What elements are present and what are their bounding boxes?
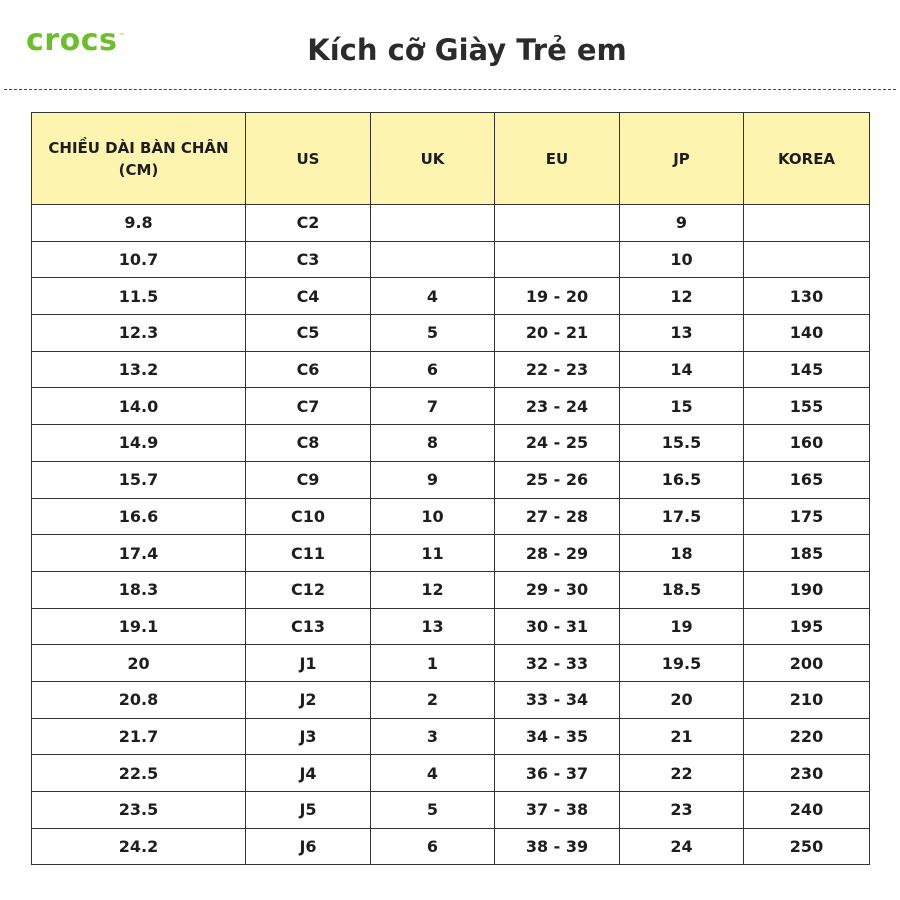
cell-uk: 10 — [371, 498, 495, 535]
page-title: Kích cỡ Giày Trẻ em — [307, 33, 627, 67]
cell-us: C9 — [246, 461, 371, 498]
cell-uk: 9 — [371, 461, 495, 498]
cell-jp: 15.5 — [620, 425, 744, 462]
cell-eu: 23 - 24 — [495, 388, 620, 425]
cell-jp: 24 — [620, 828, 744, 865]
cell-us: C8 — [246, 425, 371, 462]
table-row — [32, 278, 870, 315]
cell-us: C12 — [246, 571, 371, 608]
cell-eu: 29 - 30 — [495, 571, 620, 608]
table-row — [32, 645, 870, 682]
cell-foot-length: 22.5 — [32, 755, 246, 792]
cell-korea: 240 — [744, 792, 870, 829]
cell-us: C6 — [246, 351, 371, 388]
logo-trademark: ™ — [118, 33, 125, 40]
cell-uk: 2 — [371, 681, 495, 718]
cell-foot-length: 19.1 — [32, 608, 246, 645]
cell-eu: 22 - 23 — [495, 351, 620, 388]
cell-uk: 1 — [371, 645, 495, 682]
cell-eu: 37 - 38 — [495, 792, 620, 829]
header-us: US — [246, 113, 371, 205]
cell-us: J6 — [246, 828, 371, 865]
cell-jp: 9 — [620, 205, 744, 242]
cell-us: C13 — [246, 608, 371, 645]
cell-us: C5 — [246, 315, 371, 352]
cell-foot-length: 17.4 — [32, 535, 246, 572]
table-header-row — [32, 113, 870, 205]
cell-korea: 200 — [744, 645, 870, 682]
cell-eu: 34 - 35 — [495, 718, 620, 755]
header-korea: KOREA — [744, 113, 870, 205]
cell-uk: 12 — [371, 571, 495, 608]
cell-uk: 3 — [371, 718, 495, 755]
table-row — [32, 205, 870, 242]
cell-us: J5 — [246, 792, 371, 829]
logo-wordmark: crocs — [26, 23, 118, 58]
cell-foot-length: 20.8 — [32, 681, 246, 718]
cell-jp: 14 — [620, 351, 744, 388]
cell-eu: 19 - 20 — [495, 278, 620, 315]
cell-jp: 12 — [620, 278, 744, 315]
cell-foot-length: 24.2 — [32, 828, 246, 865]
table-row — [32, 535, 870, 572]
cell-jp: 23 — [620, 792, 744, 829]
cell-foot-length: 13.2 — [32, 351, 246, 388]
cell-korea: 190 — [744, 571, 870, 608]
cell-uk — [371, 241, 495, 278]
cell-uk: 5 — [371, 792, 495, 829]
cell-foot-length: 18.3 — [32, 571, 246, 608]
cell-us: C2 — [246, 205, 371, 242]
cell-us: C4 — [246, 278, 371, 315]
table-row — [32, 828, 870, 865]
table-row — [32, 755, 870, 792]
table-row — [32, 351, 870, 388]
cell-jp: 18 — [620, 535, 744, 572]
header-uk: UK — [371, 113, 495, 205]
cell-us: J4 — [246, 755, 371, 792]
table-row — [32, 315, 870, 352]
cell-eu: 30 - 31 — [495, 608, 620, 645]
cell-korea: 220 — [744, 718, 870, 755]
cell-uk: 4 — [371, 278, 495, 315]
header-eu: EU — [495, 113, 620, 205]
cell-uk: 5 — [371, 315, 495, 352]
cell-uk: 7 — [371, 388, 495, 425]
cell-korea — [744, 241, 870, 278]
header-jp: JP — [620, 113, 744, 205]
size-chart-table — [31, 112, 870, 865]
cell-eu: 36 - 37 — [495, 755, 620, 792]
cell-foot-length: 20 — [32, 645, 246, 682]
cell-uk: 11 — [371, 535, 495, 572]
cell-jp: 20 — [620, 681, 744, 718]
cell-korea: 250 — [744, 828, 870, 865]
cell-korea: 165 — [744, 461, 870, 498]
cell-jp: 10 — [620, 241, 744, 278]
cell-foot-length: 21.7 — [32, 718, 246, 755]
cell-us: C7 — [246, 388, 371, 425]
cell-jp: 19 — [620, 608, 744, 645]
cell-foot-length: 16.6 — [32, 498, 246, 535]
cell-eu: 25 - 26 — [495, 461, 620, 498]
cell-eu: 28 - 29 — [495, 535, 620, 572]
cell-uk: 6 — [371, 828, 495, 865]
cell-eu: 38 - 39 — [495, 828, 620, 865]
header-foot-length: CHIỀU DÀI BÀN CHÂN (CM) — [32, 113, 246, 205]
cell-uk: 4 — [371, 755, 495, 792]
table-row — [32, 241, 870, 278]
table-row — [32, 425, 870, 462]
cell-korea: 175 — [744, 498, 870, 535]
cell-korea — [744, 205, 870, 242]
cell-jp: 22 — [620, 755, 744, 792]
cell-jp: 21 — [620, 718, 744, 755]
cell-uk — [371, 205, 495, 242]
table-row — [32, 461, 870, 498]
cell-eu — [495, 205, 620, 242]
cell-korea: 145 — [744, 351, 870, 388]
table-row — [32, 792, 870, 829]
cell-jp: 15 — [620, 388, 744, 425]
dashed-divider — [4, 89, 896, 90]
cell-korea: 230 — [744, 755, 870, 792]
cell-jp: 13 — [620, 315, 744, 352]
cell-us: C3 — [246, 241, 371, 278]
cell-jp: 19.5 — [620, 645, 744, 682]
table-row — [32, 498, 870, 535]
cell-eu: 32 - 33 — [495, 645, 620, 682]
cell-korea: 130 — [744, 278, 870, 315]
cell-foot-length: 14.9 — [32, 425, 246, 462]
cell-us: C11 — [246, 535, 371, 572]
table-row — [32, 571, 870, 608]
cell-korea: 210 — [744, 681, 870, 718]
cell-eu — [495, 241, 620, 278]
table-row — [32, 681, 870, 718]
cell-foot-length: 23.5 — [32, 792, 246, 829]
table-row — [32, 718, 870, 755]
cell-foot-length: 14.0 — [32, 388, 246, 425]
cell-korea: 195 — [744, 608, 870, 645]
cell-eu: 27 - 28 — [495, 498, 620, 535]
cell-us: J2 — [246, 681, 371, 718]
cell-jp: 16.5 — [620, 461, 744, 498]
cell-foot-length: 12.3 — [32, 315, 246, 352]
cell-us: J1 — [246, 645, 371, 682]
cell-jp: 18.5 — [620, 571, 744, 608]
cell-uk: 8 — [371, 425, 495, 462]
cell-korea: 140 — [744, 315, 870, 352]
cell-foot-length: 9.8 — [32, 205, 246, 242]
cell-jp: 17.5 — [620, 498, 744, 535]
cell-foot-length: 11.5 — [32, 278, 246, 315]
cell-foot-length: 10.7 — [32, 241, 246, 278]
cell-foot-length: 15.7 — [32, 461, 246, 498]
cell-eu: 24 - 25 — [495, 425, 620, 462]
table-row — [32, 388, 870, 425]
cell-korea: 185 — [744, 535, 870, 572]
cell-us: C10 — [246, 498, 371, 535]
cell-eu: 20 - 21 — [495, 315, 620, 352]
cell-uk: 13 — [371, 608, 495, 645]
cell-uk: 6 — [371, 351, 495, 388]
cell-eu: 33 - 34 — [495, 681, 620, 718]
table-body — [32, 205, 870, 865]
cell-korea: 160 — [744, 425, 870, 462]
table-row — [32, 608, 870, 645]
cell-korea: 155 — [744, 388, 870, 425]
cell-us: J3 — [246, 718, 371, 755]
